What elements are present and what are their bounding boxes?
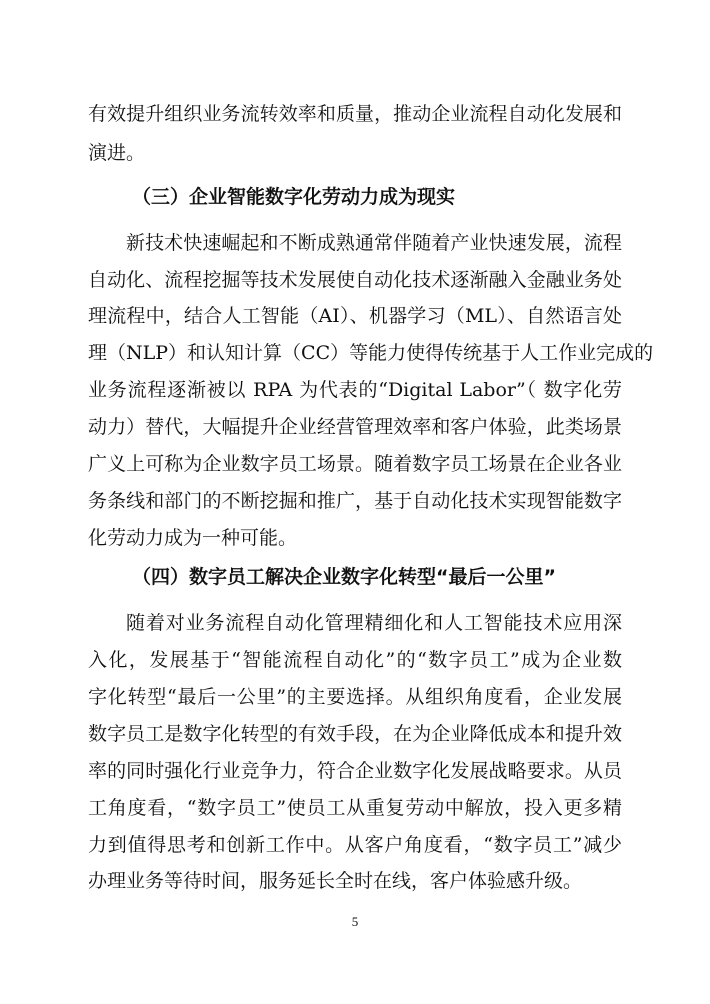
paragraph-line: 业务流程逐渐被以 RPA 为代表的“Digital Labor”（ 数字化劳 — [88, 379, 622, 401]
paragraph-line: 工角度看，“数字员工”使员工从重复劳动中解放，投入更多精 — [88, 797, 622, 819]
paragraph-line: 数字员工是数字化转型的有效手段，在为企业降低成本和提升效 — [88, 723, 622, 745]
paragraph-line: 办理业务等待时间，服务延长全时在线，客户体验感升级。 — [88, 870, 583, 892]
section-heading-4: （四）数字员工解决企业数字化转型“最后一公里” — [132, 566, 556, 588]
paragraph-line: 理流程中，结合人工智能（AI）、机器学习（ML）、自然语言处 — [88, 305, 622, 327]
paragraph-line: 力到值得思考和创新工作中。从客户角度看，“数字员工”减少 — [88, 834, 622, 856]
section-heading-3: （三）企业智能数字化劳动力成为现实 — [132, 186, 456, 208]
paragraph-line: 入化，发展基于“智能流程自动化”的“数字员工”成为企业数 — [88, 649, 622, 671]
paragraph-line: 化劳动力成为一种可能。 — [88, 527, 298, 549]
paragraph-line: 率的同时强化行业竞争力，符合企业数字化发展战略要求。从员 — [88, 760, 622, 782]
paragraph-line: 随着对业务流程自动化管理精细化和人工智能技术应用深 — [126, 612, 622, 634]
paragraph-line: 有效提升组织业务流转效率和质量，推动企业流程自动化发展和 — [88, 103, 622, 125]
page-number: 5 — [351, 914, 359, 929]
paragraph-line: 理（NLP）和认知计算（CC）等能力使得传统基于人工作业完成的 — [88, 342, 654, 364]
paragraph-line: 新技术快速崛起和不断成熟通常伴随着产业快速发展，流程 — [126, 232, 622, 254]
paragraph-line: 务条线和部门的不断挖掘和推广，基于自动化技术实现智能数字 — [88, 490, 622, 512]
paragraph-line: 演进。 — [88, 142, 146, 164]
paragraph-line: 自动化、流程挖掘等技术发展使自动化技术逐渐融入金融业务处 — [88, 269, 622, 291]
paragraph-line: 动力）替代，大幅提升企业经营管理效率和客户体验，此类场景 — [88, 416, 622, 438]
paragraph-line: 字化转型“最后一公里”的主要选择。从组织角度看，企业发展 — [88, 686, 622, 708]
paragraph-line: 广义上可称为企业数字员工场景。随着数字员工场景在企业各业 — [88, 453, 622, 475]
